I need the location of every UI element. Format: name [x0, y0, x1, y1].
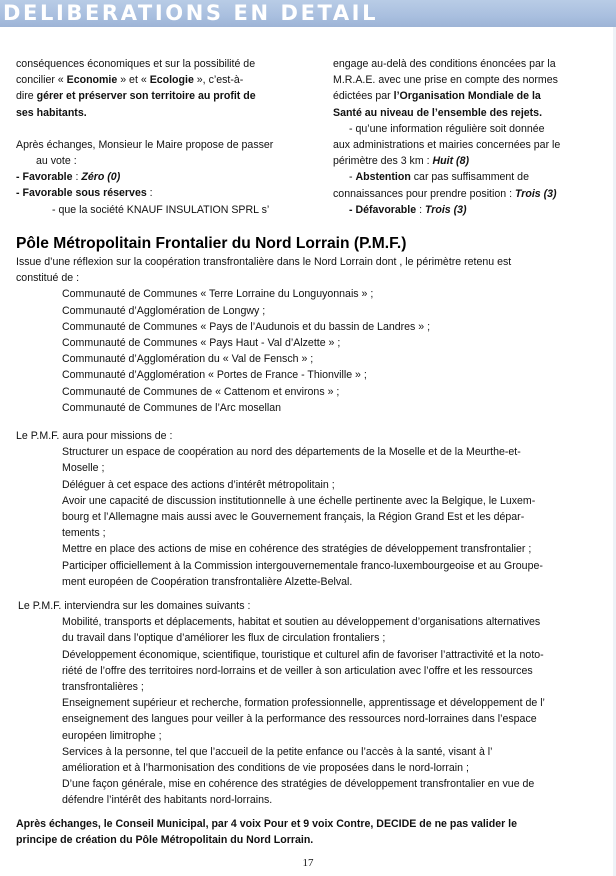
- conclusion: [16, 816, 598, 848]
- list-item: Mettre en place des actions de mise en cohérence des stratégies de développement transfrontalier ;: [62, 543, 532, 556]
- vote-favorable-reserves: - Favorable sous réserves :: [16, 187, 153, 200]
- text-line: Après échanges, Monsieur le Maire propose de passer: [16, 138, 274, 151]
- domains-block: [16, 598, 598, 809]
- text-line: principe de création du Pôle Métropolitain du Nord Lorrain.: [16, 834, 314, 847]
- left-column: [16, 56, 298, 218]
- vote-count-defavorable: Trois (3): [424, 203, 467, 216]
- vote-count-abstention: Trois (3): [514, 187, 557, 200]
- vote-count-reserves: Huit (8): [432, 155, 469, 168]
- list-item: D’une façon générale, mise en cohérence des stratégies de développement transfrontalier en vue de défendre l’intérêt des habitants nord-lorrains.: [62, 778, 535, 807]
- list-item: Participer officiellement à la Commission intergouvernementale franco-luxembourgeoise et au Groupe- ment européen de Coopération transfrontalière Alzette-Belval.: [62, 559, 543, 588]
- vote-favorable: - Favorable : Zéro (0): [16, 171, 121, 184]
- text-line: aux administrations et mairies concernées par le: [333, 139, 561, 152]
- text-line: au vote :: [36, 155, 77, 168]
- list-item: Enseignement supérieur et recherche, formation professionnelle, apprentissage et développement de l’ enseignement des langues pour veiller à la performance des ressources nord-lorraines dans l’espace européen limitrophe ;: [62, 697, 545, 742]
- bold-term-ecologie: Ecologie: [149, 74, 194, 87]
- text-line: ses habitants.: [16, 106, 87, 119]
- vote-count-favorable: Zéro (0): [81, 171, 121, 184]
- header-banner: [0, 0, 616, 27]
- text-line: - qu’une information régulière soit donnée: [349, 122, 545, 135]
- text-line: constitué de :: [16, 272, 80, 285]
- list-item: Déléguer à cet espace des actions d’intérêt métropolitain ;: [62, 478, 335, 491]
- text-line: - que la société KNAUF INSULATION SPRL s’: [52, 203, 270, 216]
- text-line: M.R.A.E. avec une prise en compte des normes: [333, 74, 558, 87]
- section-title: Pôle Métropolitain Frontalier du Nord Lorrain (P.M.F.): [16, 235, 407, 252]
- list-item: Avoir une capacité de discussion institutionnelle à une échelle pertinente avec la Belgique, le Luxem- bourg et l’Allemagne mais aussi avec le Gouvernement français, la Région Grand Est et les dépar- tements ;: [62, 494, 536, 540]
- page-number: 17: [302, 857, 314, 869]
- community-list: [16, 286, 598, 416]
- list-item: Communauté de Communes « Terre Lorraine du Longuyonnais » ;: [62, 288, 374, 301]
- vote-abstention: - Abstention car pas suffisamment de: [349, 171, 529, 184]
- list-item: Communauté de Communes de « Cattenom et environs » ;: [62, 385, 340, 398]
- list-item: Communauté de Communes « Pays de l’Audunois et du bassin de Landres » ;: [62, 320, 431, 333]
- page-header-title: DELIBERATIONS EN DETAIL: [3, 1, 379, 25]
- vote-defavorable: - Défavorable : Trois (3): [349, 203, 467, 216]
- text-line: Issue d’une réflexion sur la coopération transfrontalière dans le Nord Lorrain dont , le périmètre retenu est: [16, 256, 512, 268]
- text-line: dire gérer et préserver son territoire au profit de: [16, 90, 256, 103]
- text-line: engage au-delà des conditions énoncées par la: [333, 58, 556, 70]
- list-item: Communauté d’Agglomération « Portes de France - Thionville » ;: [62, 369, 367, 382]
- list-item: Mobilité, transports et déplacements, habitat et soutien au développement d’organisations alternatives du travail dans l’optique d’améliorer les flux de circulation frontaliers ;: [62, 616, 541, 645]
- intro-block: [16, 254, 598, 416]
- list-item: Communauté de Communes « Pays Haut - Val d’Alzette » ;: [62, 337, 341, 350]
- list-item: Services à la personne, tel que l’accueil de la petite enfance ou l’accès à la santé, visant à l’ amélioration et à l’harmonisation des conditions de vie proposées dans le nord-lorrain ;: [62, 745, 493, 775]
- text-line: édictées par l’Organisation Mondiale de la: [333, 90, 541, 103]
- text-line: Le P.M.F. interviendra sur les domaines suivants :: [18, 600, 251, 612]
- text-line: concilier « Economie » et « Ecologie », c’est-à-: [16, 74, 244, 87]
- text-line: Après échanges, le Conseil Municipal, par 4 voix Pour et 9 voix Contre, DECIDE de ne pas valider le: [16, 818, 518, 830]
- list-item: Communauté d’Agglomération du « Val de Fensch » ;: [62, 353, 314, 366]
- right-column: [333, 56, 598, 218]
- list-item: Communauté d’Agglomération de Longwy ;: [62, 304, 266, 317]
- bold-term-economie: Economie: [66, 74, 118, 87]
- text-line: périmètre des 3 km : Huit (8): [333, 155, 469, 168]
- text-line: Santé au niveau de l’ensemble des rejets.: [333, 106, 543, 119]
- text-line: connaissances pour prendre position : Trois (3): [333, 187, 557, 200]
- missions-list: [16, 444, 598, 590]
- missions-block: [16, 428, 598, 590]
- list-item: Développement économique, scientifique, touristique et culturel afin de favoriser l’attractivité et la noto- riété de l’offre des territoires nord-lorrains et de veiller à son articulation avec l’offre et les ressources transfrontalières ;: [62, 648, 544, 694]
- list-item: Communauté de Communes de l’Arc mosellan: [62, 401, 282, 414]
- list-item: Structurer un espace de coopération au nord des départements de la Moselle et de la Meurthe-et- Moselle ;: [62, 446, 521, 475]
- text-line: Le P.M.F. aura pour missions de :: [16, 430, 173, 442]
- text-line: conséquences économiques et sur la possibilité de: [16, 58, 256, 70]
